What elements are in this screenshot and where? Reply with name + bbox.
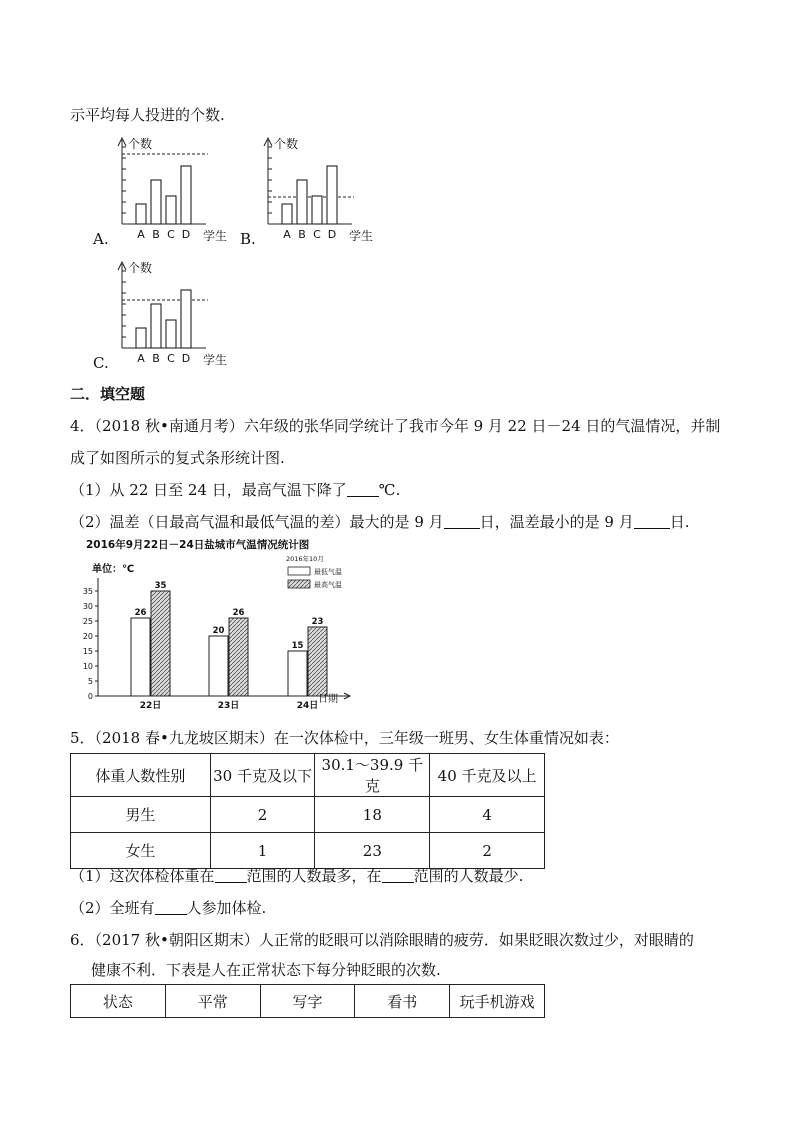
mini-category-label: C <box>313 228 321 241</box>
mini-chart-b <box>264 136 373 243</box>
q5-sub1-blank-1[interactable] <box>215 868 247 883</box>
blink-table <box>70 984 545 1018</box>
q4-sub1-blank[interactable] <box>347 482 379 497</box>
chart-y-tick-label: 30 <box>82 602 93 611</box>
weight-table-header-row <box>71 754 545 797</box>
chart-y-label: 单位：℃ <box>92 564 135 575</box>
legend-label-high: 最高气温 <box>314 581 342 589</box>
mini-bar <box>181 290 191 348</box>
mini-bar <box>297 180 307 224</box>
q4-sub2-text-b: 日，温差最小的是 9 月 <box>479 513 634 531</box>
weight-table <box>70 753 545 869</box>
blink-header-cell: 玩手机游戏 <box>450 985 545 1018</box>
blink-header-cell: 状态 <box>71 985 166 1018</box>
mini-x-label: 学生 <box>203 353 228 367</box>
q5-sub2-text-b: 人参加体检. <box>186 899 267 917</box>
q4-sub2-text-c: 日. <box>669 513 690 531</box>
mini-bar <box>312 196 322 224</box>
q5-sub2-blank[interactable] <box>155 900 187 915</box>
table-row <box>71 833 545 869</box>
chart-subtitle: 2016年10月 <box>286 555 324 563</box>
chart-category-label: 24日 <box>296 701 319 711</box>
bar-value-label: 26 <box>134 608 147 618</box>
bar-value-label: 26 <box>232 608 245 618</box>
mini-category-label: D <box>327 228 337 241</box>
temperature-bar-chart <box>60 536 380 716</box>
legend-label-low: 最低气温 <box>314 568 342 576</box>
weight-cell: 1 <box>210 833 315 869</box>
bar-high-temp <box>229 618 248 696</box>
weight-cell: 男生 <box>71 797 211 833</box>
mini-bar <box>136 204 146 224</box>
mini-bar <box>327 166 337 224</box>
weight-cell: 2 <box>430 833 545 869</box>
weight-header-cell: 30 千克及以下 <box>210 754 315 797</box>
mini-bar <box>151 304 161 348</box>
q5-sub1-text-b: 范围的人数最多，在 <box>246 867 382 885</box>
mini-category-label: A <box>283 228 291 241</box>
chart-y-tick-label: 10 <box>82 662 93 671</box>
mini-bar <box>151 180 161 224</box>
q4-sub2-blank-2[interactable] <box>634 514 670 529</box>
bar-high-temp <box>308 627 327 696</box>
mini-category-label: B <box>152 228 160 241</box>
mini-chart-a <box>118 136 227 243</box>
blink-table-header-row <box>71 985 545 1018</box>
mini-bar <box>282 204 292 224</box>
chart-y-tick-label: 20 <box>82 632 93 641</box>
weight-header-cell: 体重人数性别 <box>71 754 211 797</box>
q4-line-2: 成了如图所示的复式条形统计图. <box>70 449 285 467</box>
weight-cell: 23 <box>315 833 430 869</box>
mini-y-label: 个数 <box>128 261 153 275</box>
bar-value-label: 15 <box>291 641 304 651</box>
q4-sub2-blank-1[interactable] <box>444 514 480 529</box>
q4-sub-1 <box>70 479 400 500</box>
q5-sub-1 <box>70 865 523 886</box>
weight-cell: 2 <box>210 797 315 833</box>
q5-sub-2 <box>70 897 266 918</box>
mini-y-label: 个数 <box>128 137 153 151</box>
legend-swatch-low <box>288 567 310 575</box>
chart-y-tick-label: 35 <box>82 587 93 596</box>
bar-low-temp <box>209 636 228 696</box>
q5-sub1-blank-2[interactable] <box>382 868 414 883</box>
mini-category-label: A <box>137 228 145 241</box>
q6-line-2: 健康不利．下表是人在正常状态下每分钟眨眼的次数. <box>91 961 441 979</box>
mini-x-label: 学生 <box>203 229 228 243</box>
bar-value-label: 23 <box>311 617 324 627</box>
bar-low-temp <box>131 618 150 696</box>
mini-x-label: 学生 <box>349 229 374 243</box>
q4-sub1-text-b: ℃. <box>378 481 401 499</box>
q5-sub2-text-a: （2）全班有 <box>70 899 155 917</box>
mini-bar <box>181 166 191 224</box>
section-title: 二．填空题 <box>70 385 146 403</box>
option-c-letter: C. <box>93 354 109 372</box>
mini-category-label: D <box>181 228 191 241</box>
q5-line-1: 5．（2018 春•九龙坡区期末）在一次体检中，三年级一班男、女生体重情况如表： <box>70 729 619 747</box>
blink-header-cell: 平常 <box>165 985 260 1018</box>
intro-text: 示平均每人投进的个数. <box>70 106 225 124</box>
bar-value-label: 20 <box>212 626 225 636</box>
option-c-chart[interactable] <box>96 258 246 370</box>
table-row <box>71 797 545 833</box>
q4-line-1: 4．（2018 秋•南通月考）六年级的张华同学统计了我市今年 9 月 22 日－24 日的气温情况，并制 <box>70 417 721 435</box>
mini-bar <box>136 328 146 348</box>
blink-header-cell: 写字 <box>260 985 355 1018</box>
chart-y-tick-label: 5 <box>87 677 93 686</box>
weight-cell: 18 <box>315 797 430 833</box>
q5-sub1-text-a: （1）这次体检体重在 <box>70 867 215 885</box>
mini-category-label: B <box>152 352 160 365</box>
mini-bar <box>166 196 176 224</box>
weight-header-cell: 30.1～39.9 千克 <box>315 754 430 797</box>
mini-category-label: B <box>298 228 306 241</box>
weight-cell: 4 <box>430 797 545 833</box>
option-a-letter: A. <box>93 230 109 248</box>
chart-title: 2016年9月22日－24日盐城市气温情况统计图 <box>86 539 310 551</box>
chart-y-tick-label: 15 <box>82 647 93 656</box>
q5-sub1-text-c: 范围的人数最少. <box>413 867 524 885</box>
legend-swatch-high <box>288 580 310 588</box>
mini-chart-c <box>118 260 227 367</box>
mini-category-label: C <box>167 228 175 241</box>
weight-cell: 女生 <box>71 833 211 869</box>
chart-legend <box>288 567 342 589</box>
bar-value-label: 35 <box>154 581 167 591</box>
bar-low-temp <box>288 651 307 696</box>
chart-y-tick-label: 0 <box>87 692 93 701</box>
chart-x-label: 日期 <box>318 694 338 705</box>
option-a-chart[interactable] <box>96 134 246 246</box>
chart-y-tick-label: 25 <box>82 617 93 626</box>
chart-category-label: 22日 <box>139 701 162 711</box>
chart-category-label: 23日 <box>217 701 240 711</box>
mini-bar <box>166 320 176 348</box>
mini-category-label: A <box>137 352 145 365</box>
bar-high-temp <box>151 591 170 696</box>
mini-y-label: 个数 <box>274 137 299 151</box>
weight-header-cell: 40 千克及以上 <box>430 754 545 797</box>
option-b-letter: B. <box>240 230 256 248</box>
q6-line-1: 6．（2017 秋•朝阳区期末）人正常的眨眼可以消除眼睛的疲劳．如果眨眼次数过少，对眼睛的 <box>70 931 694 949</box>
q4-sub1-text-a: （1）从 22 日至 24 日，最高气温下降了 <box>70 481 347 499</box>
q4-sub-2 <box>70 511 690 532</box>
q4-sub2-text-a: （2）温差（日最高气温和最低气温的差）最大的是 9 月 <box>70 513 444 531</box>
mini-category-label: D <box>181 352 191 365</box>
option-b-chart[interactable] <box>242 134 392 246</box>
blink-header-cell: 看书 <box>355 985 450 1018</box>
mini-category-label: C <box>167 352 175 365</box>
